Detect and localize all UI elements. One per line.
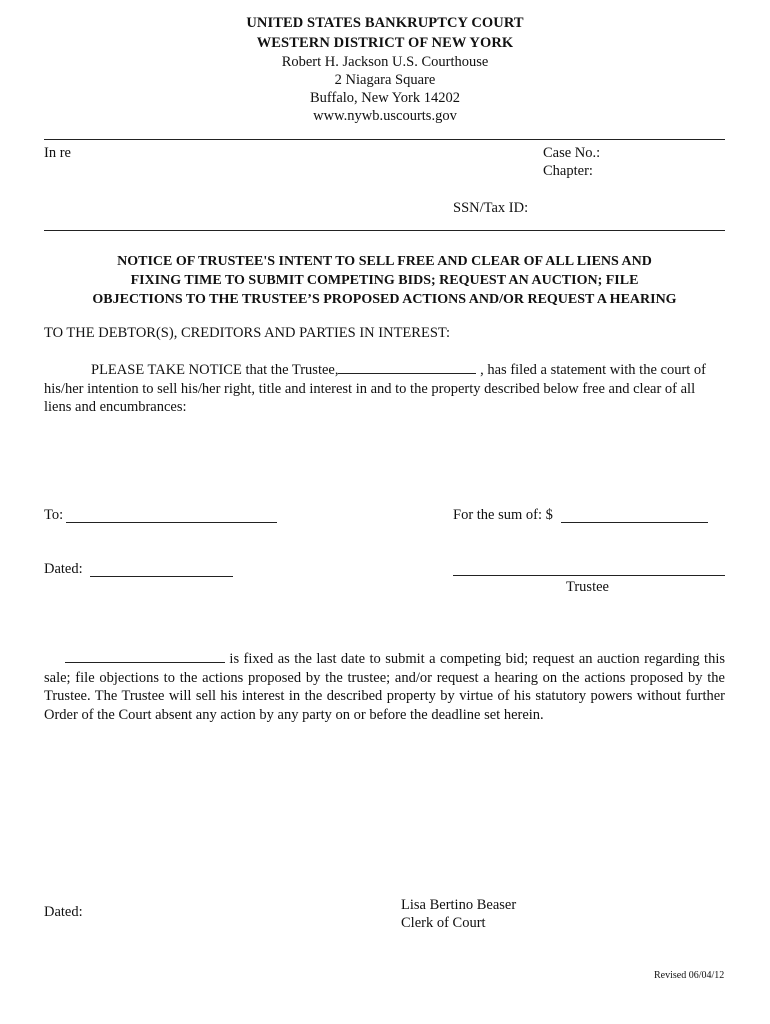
to-field[interactable] [66,522,277,523]
courthouse-name: Robert H. Jackson U.S. Courthouse [281,54,489,70]
revised-date: Revised 06/04/12 [654,970,725,981]
dated-field[interactable] [90,576,233,577]
deadline-text: is fixed as the last date to submit a competing bid; request an auction regarding this sale; file objections to the actions proposed by the trustee; and/or request a hearing on the actions proposed by the Trustee. The Trustee will sell his interest in the described property by virtue of his statutory powers without further Order of the Court absent any action by any party on or before the deadline set herein. [44,651,725,723]
addressee-line: TO THE DEBTOR(S), CREDITORS AND PARTIES IN INTEREST: [44,325,451,341]
to-label: To: [44,507,64,523]
trustee-signature-line[interactable] [453,575,725,576]
court-name-line1: UNITED STATES BANKRUPTCY COURT [246,15,524,31]
ssn-tax-id-label: SSN/Tax ID: [453,200,529,216]
sum-label: For the sum of: $ [453,507,553,523]
notice-body-part2: , has filed a statement with the court of his/her intention to sell his/her right, title and interest in and to the property described below free and clear of all liens and encumbrances: [44,362,706,415]
notice-title-line2: FIXING TIME TO SUBMIT COMPETING BIDS; REQUEST AN AUCTION; FILE [130,273,639,288]
deadline-date-field[interactable] [65,651,225,663]
dated-label: Dated: [44,561,83,577]
trustee-label: Trustee [566,579,609,595]
in-re-label: In re [44,145,71,161]
court-name-line2: WESTERN DISTRICT OF NEW YORK [256,35,514,51]
notice-title-line1: NOTICE OF TRUSTEE'S INTENT TO SELL FREE AND CLEAR OF ALL LIENS AND [117,254,652,269]
street-address: 2 Niagara Square [334,72,436,88]
clerk-name: Lisa Bertino Beaser [401,897,517,913]
deadline-paragraph [44,650,725,724]
footer-dated-label: Dated: [44,904,83,920]
clerk-title: Clerk of Court [401,915,486,931]
sum-field[interactable] [561,522,708,523]
case-no-label: Case No.: [543,145,601,161]
caption-divider [44,230,725,231]
city-state-zip: Buffalo, New York 14202 [310,90,460,106]
trustee-name-field[interactable] [338,362,476,374]
notice-title-line3: OBJECTIONS TO THE TRUSTEE’S PROPOSED ACTIONS AND/OR REQUEST A HEARING [92,292,677,307]
notice-body-part1: PLEASE TAKE NOTICE that the Trustee, [91,362,339,378]
header-divider [44,139,725,140]
chapter-label: Chapter: [543,163,593,179]
court-website: www.nywb.uscourts.gov [313,108,457,124]
notice-body-paragraph [44,361,725,417]
